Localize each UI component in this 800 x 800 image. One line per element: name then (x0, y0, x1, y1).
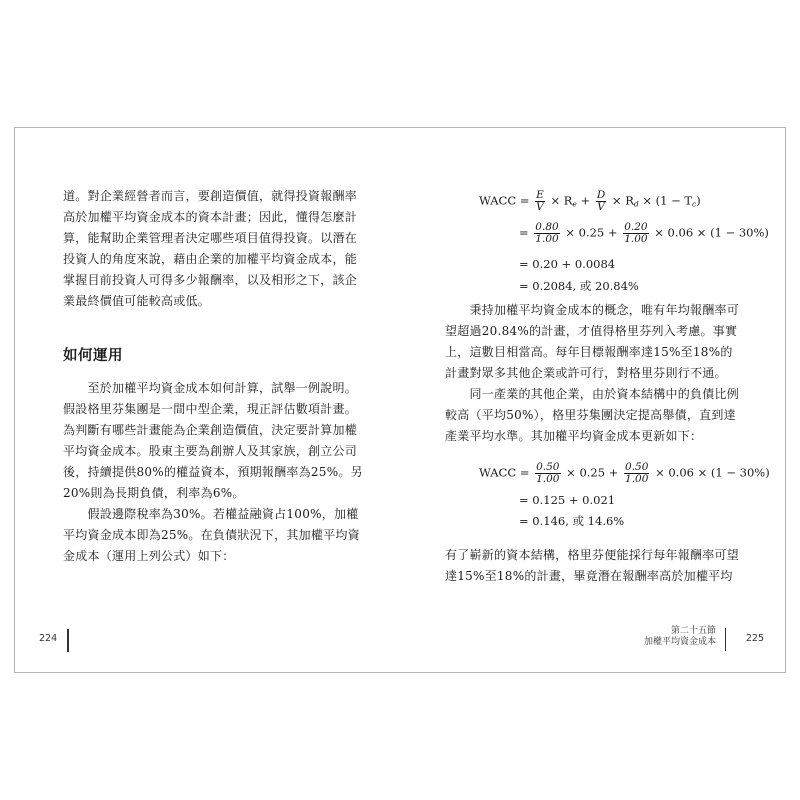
right-paragraph-3 (445, 545, 745, 587)
text-line: 後，持續提供80%的權益資本，預期報酬率為25%。另 (63, 465, 363, 479)
fraction: $\frac{0.80}{1.00}$ (535, 221, 559, 245)
fraction: $\frac{0.50}{1.00}$ (536, 461, 560, 485)
text-line: 業最終價值可能較高或低。 (63, 294, 211, 308)
text-line: 平均資金成本即為25%。在負債狀況下，其加權平均資 (63, 528, 360, 542)
section-heading: 如何運用 (63, 347, 123, 364)
text-line: 平均資金成本。股東主要為創辦人及其家族，創立公司 (63, 444, 358, 458)
page-number: 224 (39, 633, 58, 644)
text-line: 算，能幫助企業管理者決定哪些項目值得投資。以潛在 (63, 231, 358, 245)
footer-rule (725, 628, 727, 651)
left-paragraph-3 (63, 504, 359, 567)
text-line: 為判斷有哪些計畫能為企業創造價值，決定要計算加權 (63, 423, 358, 437)
wacc-label: WACC (479, 465, 517, 480)
equation-row: = 0.2084, 或 20.84% (519, 279, 639, 293)
equation-row: = 0.125 + 0.021 (519, 493, 616, 507)
text-line: 假設邊際稅率為30%。若權益融資占100%，加權 (63, 507, 359, 521)
book-spread (14, 127, 786, 673)
right-paragraph-1 (445, 300, 745, 384)
text-line: 上，這數目相當高。每年目標報酬率達15%至18%的 (445, 345, 733, 359)
text-line: 掌握目前投資人可得多少報酬率，以及相形之下，該企 (63, 273, 358, 287)
left-page (15, 128, 400, 672)
footer-rule (67, 629, 69, 652)
fraction: $\frac{0.50}{1.00}$ (625, 461, 649, 485)
chapter-footer-title: 第二十五節 加權平均資金成本 (643, 626, 716, 647)
right-paragraph-2 (445, 384, 745, 447)
text-line: 高於加權平均資金成本的資本計畫；因此，懂得怎麼計 (63, 210, 358, 224)
text-line: 20%則為長期負債，利率為6%。 (63, 486, 245, 500)
text-line: 金成本（運用上列公式）如下： (63, 549, 235, 563)
text-line: 秉持加權平均資金成本的概念，唯有年均報酬率可 (445, 303, 740, 317)
fraction: $\frac{0.20}{1.00}$ (624, 221, 648, 245)
text-line: 有了嶄新的資本結構，格里芬便能採行每年報酬率可望 (445, 548, 740, 562)
text-line: 假設格里芬集團是一間中型企業，現正評估數項計畫。 (63, 402, 358, 416)
fraction: $\frac{D}{V}$ (596, 189, 606, 213)
text-line: 同一產業的其他企業，由於資本結構中的負債比例 (445, 387, 740, 401)
page-number: 225 (745, 633, 764, 644)
text-line: 計畫對眾多其他企業或許可行，對格里芬則行不通。 (445, 366, 727, 380)
text-line: 投資人的角度來說，藉由企業的加權平均資金成本，能 (63, 252, 358, 266)
text-line: 望超過20.84%的計畫，才值得格里芬列入考慮。事實 (445, 324, 738, 338)
text-line: 產業平均水準。其加權平均資金成本更新如下： (445, 429, 703, 443)
text-line: 至於加權平均資金成本如何計算，試舉一例說明。 (63, 381, 358, 395)
text-line: 較高（平均50%），格里芬集團決定提高舉債，直到達 (445, 408, 736, 422)
text-line: 達15%至18%的計畫，畢竟潛在報酬率高於加權平均 (445, 569, 733, 583)
text-line: 道。對企業經營者而言，要創造價值，就得投資報酬率 (63, 189, 358, 203)
right-page: WACC = $\frac{E}{V}$ × $R_e$ + $\frac{D}{V}$ × $R_d \times (1 - T_c)$ = $\frac{0.80}{1.00}$ × 0.25 + $\frac{0.20}{1.00}$ × 0.06 × (1 − 30%) = 0.20 + 0.0084 = 0.2084, 或 20.84% 秉持加權平均資金成本的概念，唯有年均報酬率可 望超過20.84%的計畫，才值得格里芬列入考慮。事實 上，這數目相當高。每年目標報酬率達15%至18%的 計畫對眾多其他企業或許可行，對格里芬則行不通。 同一產業的其他企業，由於資本結構中的負債比例 較高（平均50%），格里芬集團決定提高舉債，直到達 產業平均水準。其加權平均資金成本更新如下： WACC = $\frac{0.50}{1.00}$ × 0.25 + $\frac{0.50}{1.00}$ × 0.06 × (1 − 30%) = 0.125 + 0.021 = 0.146, 或 14.6% 有了嶄新的資本結構，格里芬便能採行每年報酬率可望 達15%至18%的計畫，畢竟潛在報酬率高於加權平均 第二十五節 加權平均資金成本 225 (401, 128, 786, 672)
left-paragraph-1 (63, 186, 359, 312)
equation-row: = $\frac{0.80}{1.00}$ × 0.25 + $\frac{0.20}{1.00}$ × 0.06 × (1 − 30%) (519, 221, 769, 245)
wacc-label: WACC (479, 193, 517, 208)
fraction: $\frac{E}{V}$ (536, 189, 544, 213)
equation-row: = 0.20 + 0.0084 (519, 257, 616, 271)
equation-row: = 0.146, 或 14.6% (519, 514, 625, 528)
left-paragraph-2 (63, 378, 363, 504)
